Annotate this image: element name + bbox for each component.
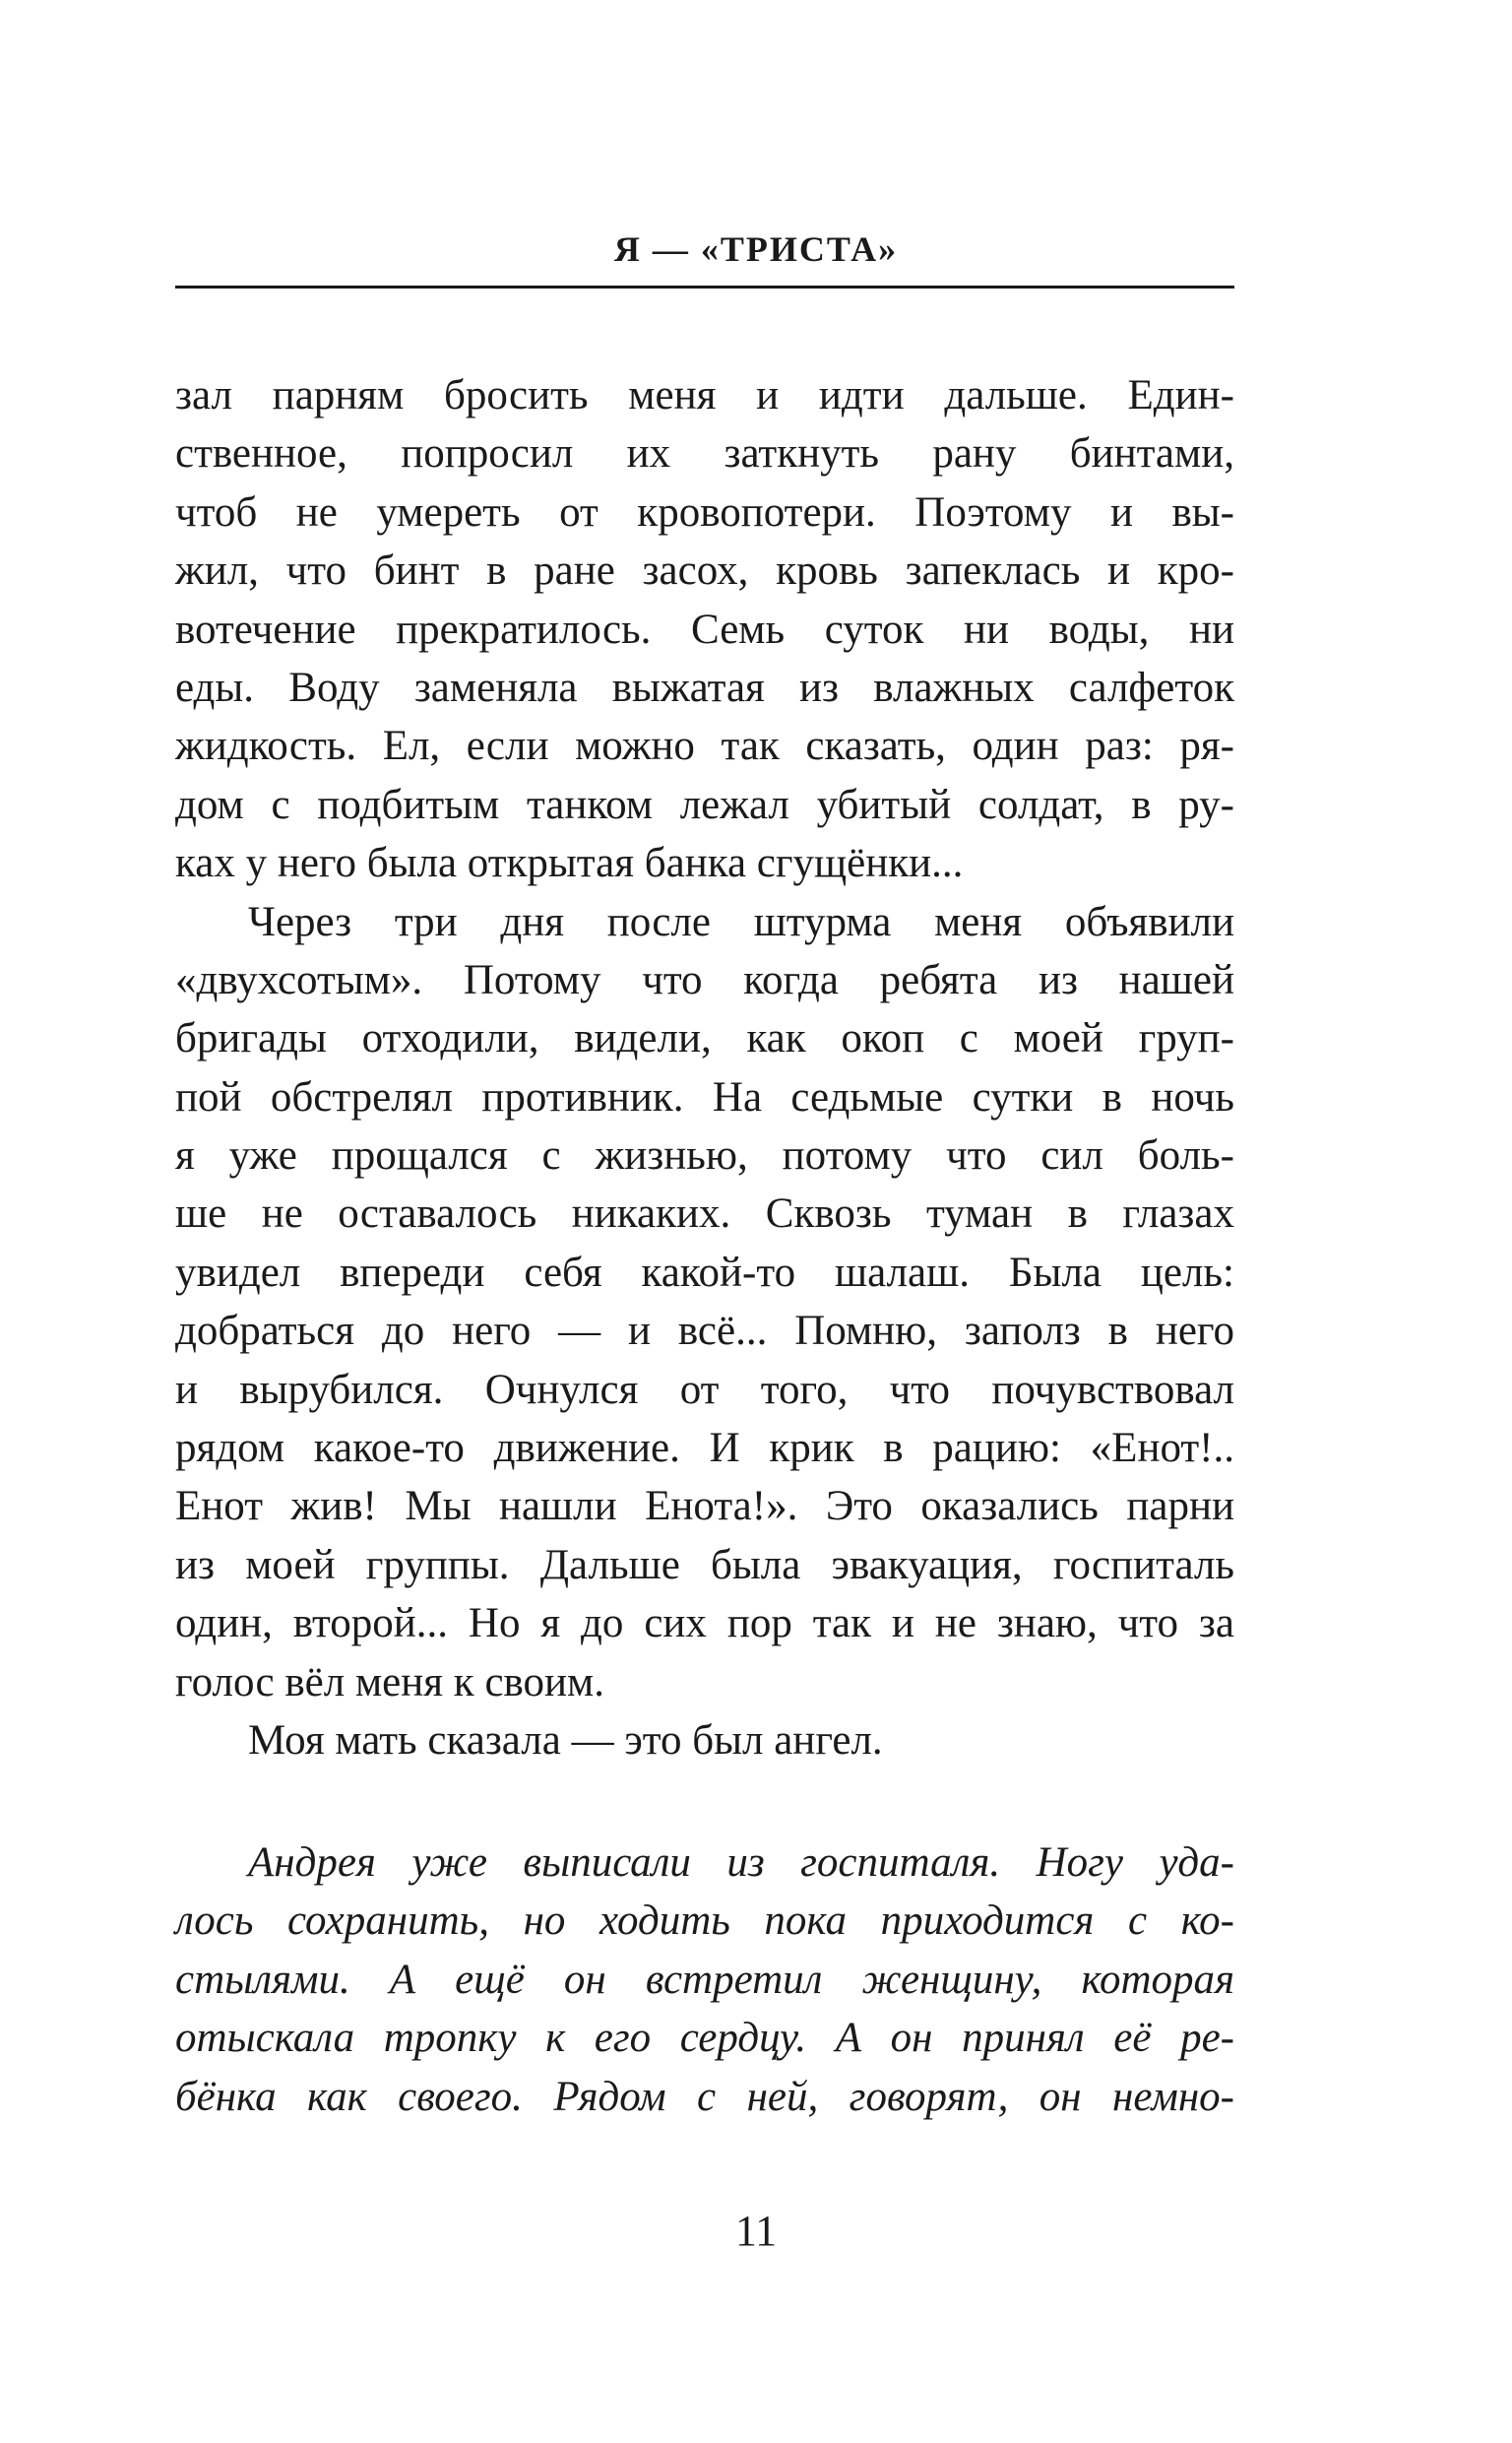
text-line: жидкость. Ел, если можно так сказать, один раз: ря-	[175, 723, 1234, 770]
text-line: голос вёл меня к своим.	[175, 1658, 605, 1705]
page-number: 11	[734, 2207, 778, 2255]
text-line: еды. Воду заменяла выжатая из влажных салфеток	[175, 664, 1234, 711]
text-line: и вырубился. Очнулся от того, что почувствовал	[175, 1366, 1234, 1413]
text-line: бригады отходили, видели, как окоп с моей груп-	[175, 1015, 1234, 1062]
text-line: рядом какое-то движение. И крик в рацию: «Енот!..	[175, 1425, 1234, 1472]
text-line: ше не оставалось никаких. Сквозь туман в глазах	[175, 1190, 1234, 1238]
text-line: дом с подбитым танком лежал убитый солдат, в ру-	[175, 781, 1234, 828]
text-line: Моя мать сказала — это был ангел.	[248, 1716, 883, 1764]
italic-line: лось сохранить, но ходить пока приходится с ко-	[175, 1897, 1234, 1945]
text-line: Через три дня после штурма меня объявили	[248, 898, 1234, 945]
header-rule	[175, 286, 1234, 289]
text-line: пой обстрелял противник. На седьмые сутки в ночь	[175, 1073, 1234, 1121]
main-text	[175, 366, 1234, 1769]
text-line: увидел впереди себя какой-то шалаш. Была цель:	[175, 1249, 1234, 1296]
text-line: «двухсотым». Потому что когда ребята из нашей	[175, 956, 1234, 1003]
text-line: ственное, попросил их заткнуть рану бинтами,	[175, 430, 1234, 478]
text-line: я уже прощался с жизнью, потому что сил боль-	[175, 1132, 1234, 1180]
italic-text	[175, 1833, 1234, 2126]
italic-line: Андрея уже выписали из госпиталя. Ногу уда-	[248, 1839, 1234, 1886]
italic-line: стылями. А ещё он встретил женщину, которая	[175, 1956, 1234, 2003]
text-line: один, второй... Но я до сих пор так и не знаю, что за	[175, 1600, 1234, 1647]
italic-line: отыскала тропку к его сердцу. А он принял её ре-	[175, 2015, 1234, 2062]
text-line: добраться до него — и всё... Помню, заполз в него	[175, 1308, 1234, 1355]
italic-line: бёнка как своего. Рядом с ней, говорят, он немно-	[175, 2073, 1234, 2120]
text-line: жил, что бинт в ране засох, кровь запеклась и кро-	[175, 547, 1234, 595]
running-head: Я — «ТРИСТА»	[613, 229, 899, 269]
text-line: зал парням бросить меня и идти дальше. Един-	[175, 372, 1234, 418]
text-line: из моей группы. Дальше была эвакуация, госпиталь	[175, 1541, 1234, 1588]
text-line: Енот жив! Мы нашли Енота!». Это оказались парни	[175, 1483, 1234, 1530]
text-line: вотечение прекратилось. Семь суток ни воды, ни	[175, 606, 1234, 653]
text-line: ках у него была открытая банка сгущёнки...	[175, 840, 964, 887]
text-line: чтоб не умереть от кровопотери. Поэтому и вы-	[175, 488, 1234, 536]
